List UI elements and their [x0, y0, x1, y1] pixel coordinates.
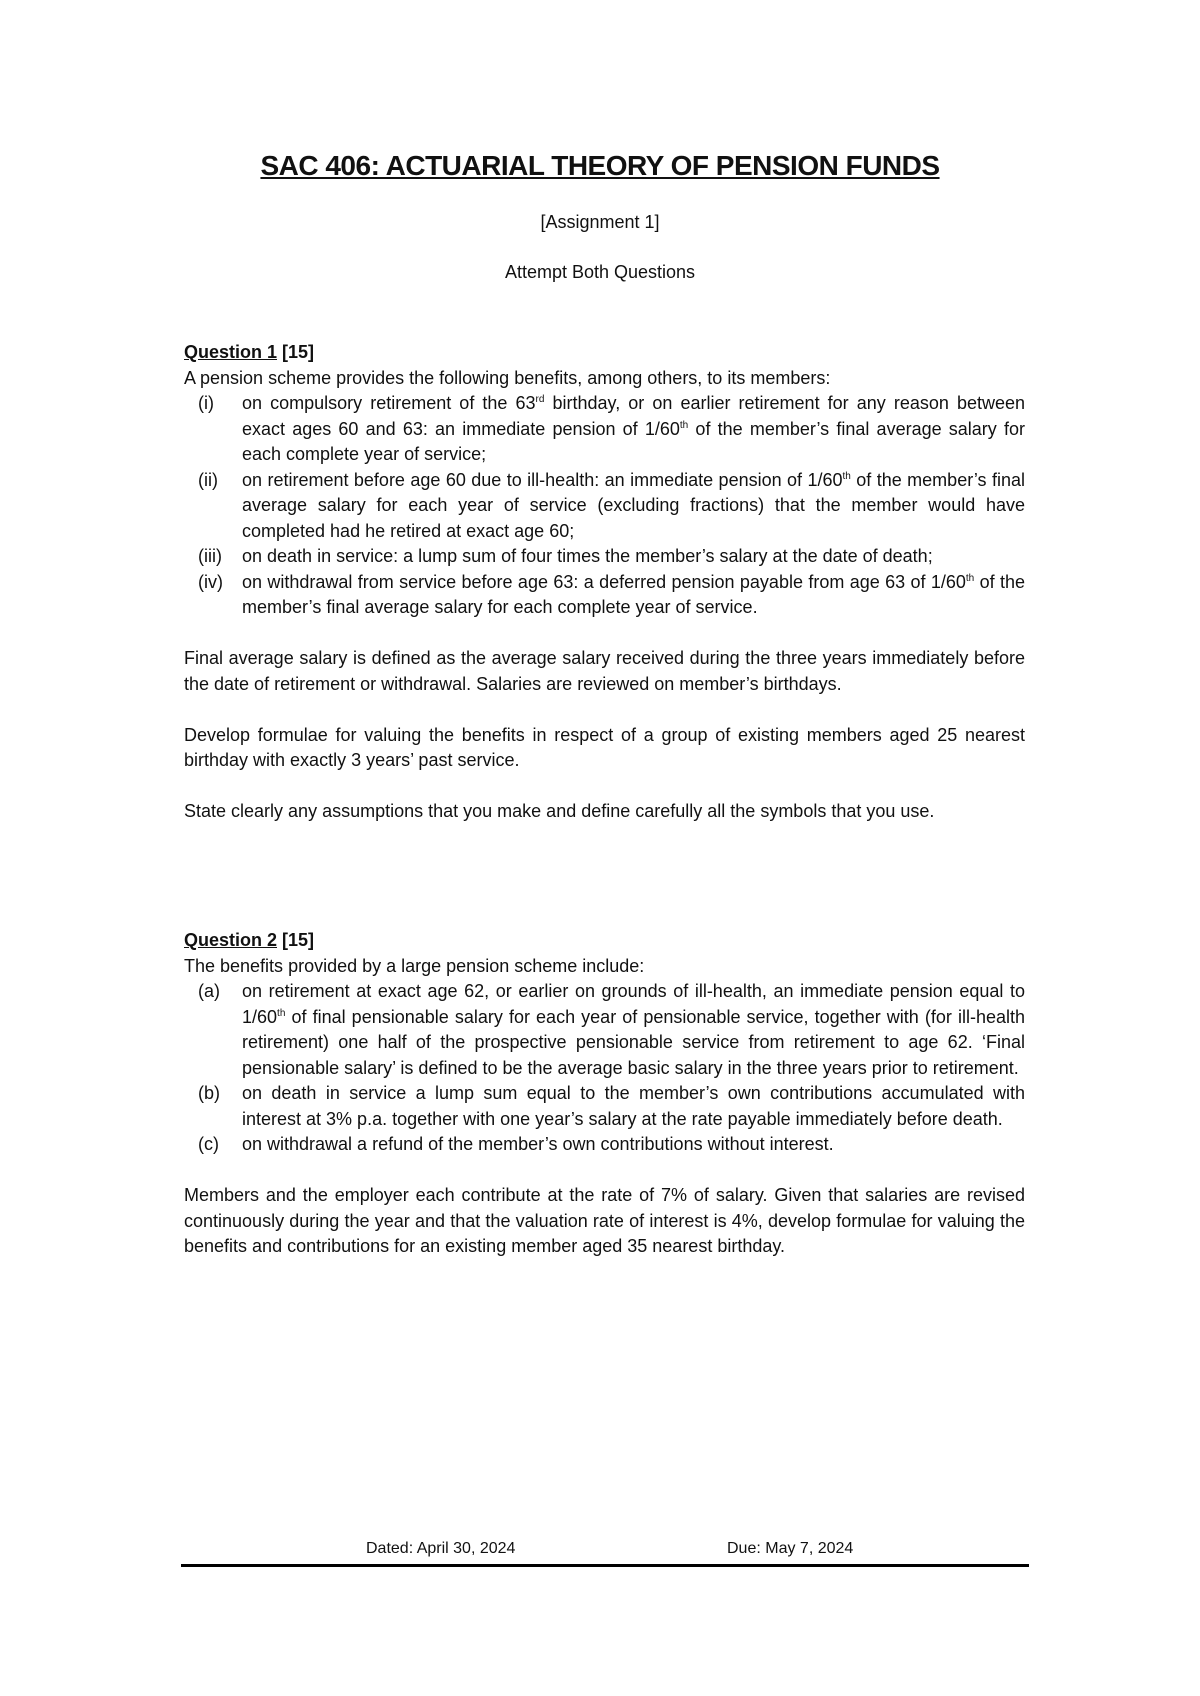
- list-item: [184, 570, 1025, 621]
- assignment-label: [Assignment 1]: [540, 212, 660, 232]
- question-1-paragraph: Final average salary is defined as the average salary received during the three years immediately before the date of retirement or withdrawal. Salaries are reviewed on member’s birthdays.: [184, 648, 1025, 694]
- question-1-section: [184, 340, 1025, 825]
- question-2-paragraph: Members and the employer each contribute at the rate of 7% of salary. Given that salaries are revised continuously during the year and that the valuation rate of interest is 4%, develop formulae for valuing the benefits and contributions for an existing member aged 35 nearest birthday.: [184, 1185, 1025, 1256]
- question-1-heading: [184, 340, 1025, 366]
- question-1-benefit-list: [184, 391, 1025, 621]
- item-text: on withdrawal a refund of the member’s own contributions without interest.: [242, 1134, 834, 1154]
- question-2-intro: The benefits provided by a large pension scheme include:: [184, 955, 645, 976]
- item-label: (iii): [198, 546, 222, 566]
- item-text: on death in service a lump sum equal to the member’s own contributions accumulated with interest at 3% p.a. together with one year’s salary at the rate payable immediately before death.: [242, 1083, 1025, 1129]
- item-text: on retirement before age 60 due to ill-health: an immediate pension of 1/60th of the member’s final average salary for each year of service (excluding fractions) that the member would have completed had he retired at exact age 60;: [242, 469, 1025, 541]
- footer: [181, 1540, 1029, 1567]
- item-text: on death in service: a lump sum of four times the member’s salary at the date of death;: [242, 546, 933, 566]
- list-item: [184, 468, 1025, 545]
- question-1-title: Question 1: [184, 342, 278, 362]
- item-label: (a): [198, 981, 220, 1001]
- list-item: [184, 544, 1025, 570]
- question-2-benefit-list: [184, 979, 1025, 1158]
- question-1-paragraph: State clearly any assumptions that you make and define carefully all the symbols that you use.: [184, 801, 935, 821]
- question-1-paragraph: Develop formulae for valuing the benefits in respect of a group of existing members aged 25 nearest birthday with exactly 3 years’ past service.: [184, 724, 1025, 770]
- due-date-text: Due: May 7, 2024: [727, 1540, 854, 1557]
- question-1-marks: [15]: [282, 342, 315, 362]
- item-label: (c): [198, 1134, 219, 1154]
- question-2-marks: [15]: [282, 930, 315, 950]
- item-label: (b): [198, 1083, 220, 1103]
- question-1-intro: A pension scheme provides the following benefits, among others, to its members:: [184, 367, 831, 388]
- item-text: on withdrawal from service before age 63: a deferred pension payable from age 63 of 1/60th of the member’s final average salary for each complete year of service.: [242, 571, 1025, 617]
- list-item: [184, 391, 1025, 468]
- dated-text: Dated: April 30, 2024: [366, 1540, 516, 1557]
- page-title: SAC 406: ACTUARIAL THEORY OF PENSION FUNDS: [260, 150, 940, 181]
- question-2-section: [184, 928, 1025, 1260]
- item-label: (iv): [198, 571, 223, 592]
- item-label: (ii): [198, 469, 218, 490]
- item-text: on compulsory retirement of the 63rd birthday, or on earlier retirement for any reason between exact ages 60 and 63: an immediate pension of 1/60th of the member’s final average salary for each complete year of service;: [242, 393, 1025, 464]
- list-item: [184, 979, 1025, 1081]
- list-item: [184, 1081, 1025, 1132]
- question-2-title: Question 2: [184, 930, 278, 950]
- instruction-text: Attempt Both Questions: [504, 262, 696, 282]
- item-text: on retirement at exact age 62, or earlier on grounds of ill-health, an immediate pension equal to 1/60th of final pensionable salary for each year of pensionable service, together with (for ill-health retirement) one half of the prospective pensionable service from retirement to age 62. ‘Final pensionable salary’ is defined to be the average basic salary in the three years prior to retirement.: [242, 981, 1025, 1078]
- item-label: (i): [198, 393, 214, 413]
- list-item: [184, 1132, 1025, 1158]
- question-2-heading: [184, 928, 1025, 954]
